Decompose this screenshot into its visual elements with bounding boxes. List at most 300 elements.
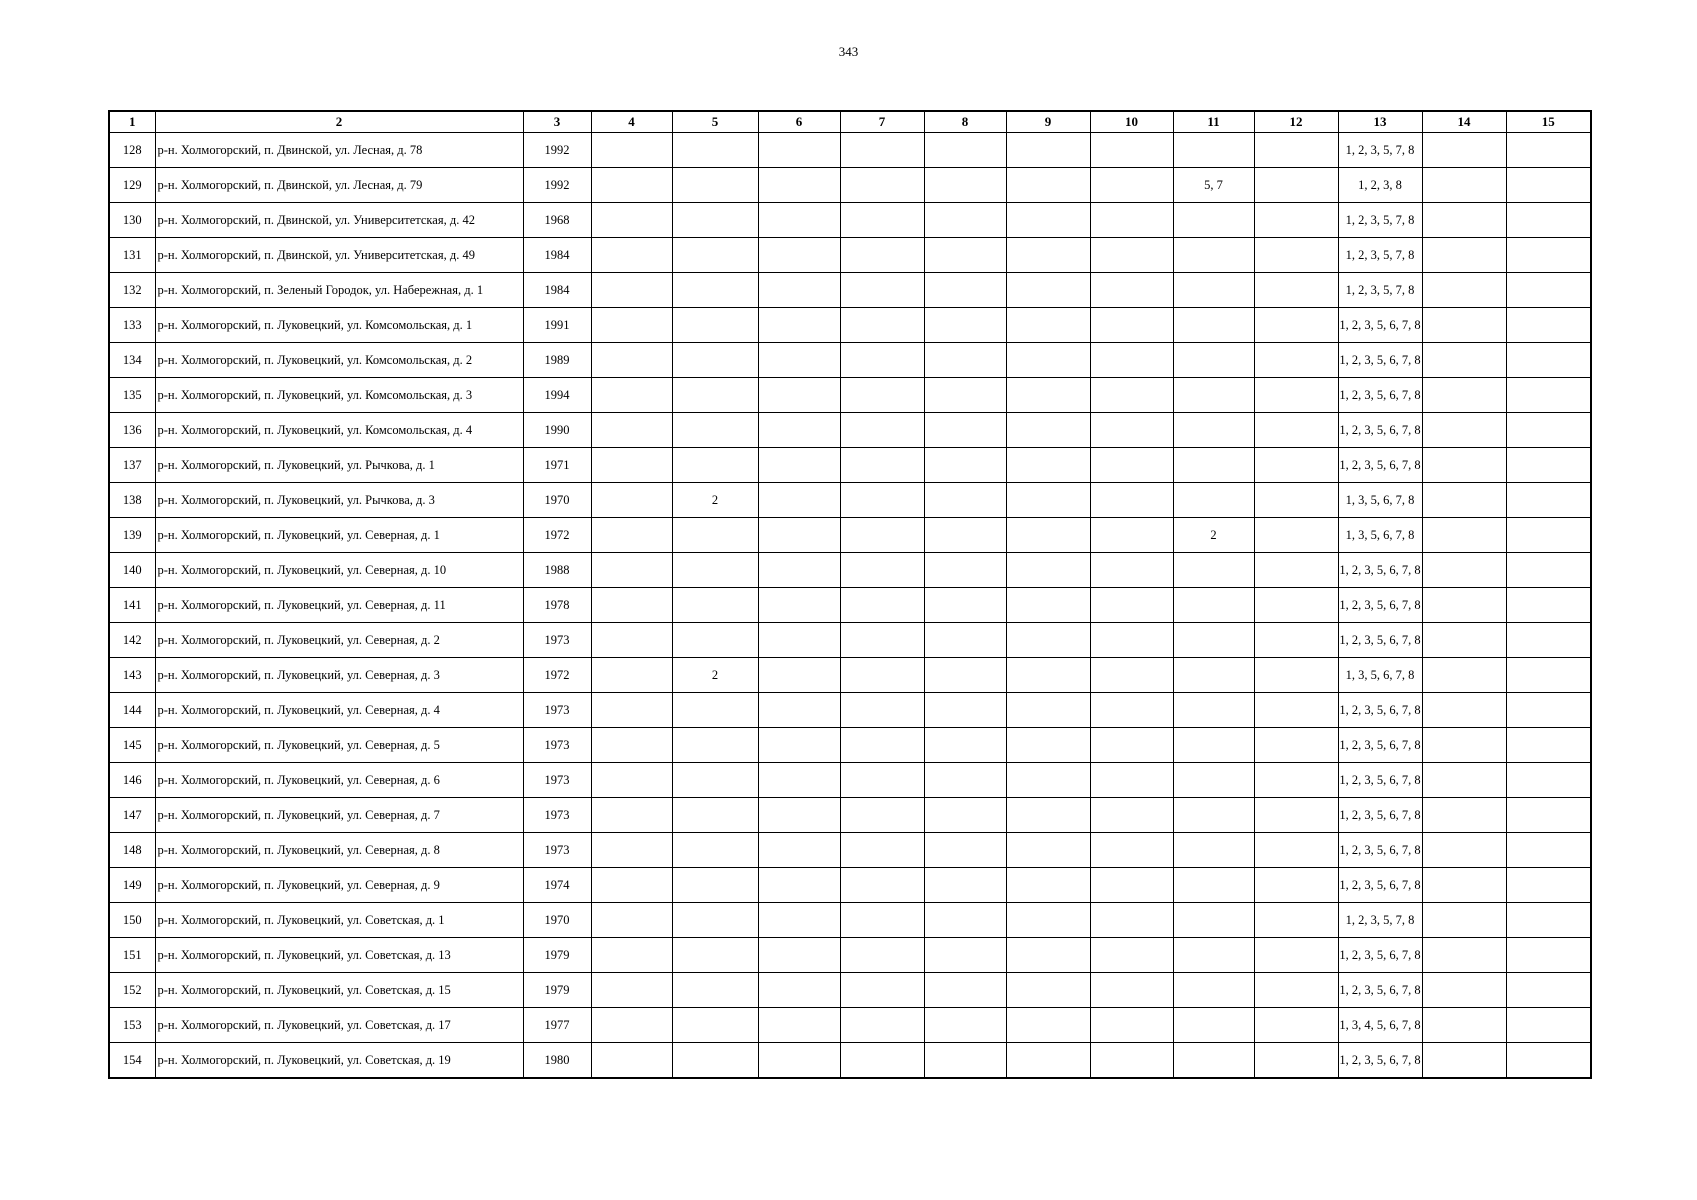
table-cell xyxy=(591,658,672,693)
table-cell xyxy=(840,308,924,343)
table-cell xyxy=(840,1008,924,1043)
table-cell xyxy=(591,763,672,798)
table-cell xyxy=(758,238,840,273)
table-cell xyxy=(1173,273,1254,308)
table-cell xyxy=(1506,938,1591,973)
row-number-cell: 139 xyxy=(109,518,155,553)
table-cell xyxy=(1173,448,1254,483)
row-number-cell: 144 xyxy=(109,693,155,728)
table-cell xyxy=(1090,868,1173,903)
table-cell xyxy=(924,238,1006,273)
table-cell xyxy=(1090,133,1173,168)
table-cell xyxy=(672,308,758,343)
table-cell xyxy=(1006,448,1090,483)
table-cell xyxy=(1422,763,1506,798)
table-cell: 1, 3, 5, 6, 7, 8 xyxy=(1338,483,1422,518)
table-cell xyxy=(1422,973,1506,1008)
table-cell xyxy=(1506,798,1591,833)
table-cell: 1, 2, 3, 5, 6, 7, 8 xyxy=(1338,728,1422,763)
table-cell xyxy=(1173,693,1254,728)
table-row xyxy=(109,378,1591,413)
address-cell: р-н. Холмогорский, п. Луковецкий, ул. Рычкова, д. 1 xyxy=(155,448,523,483)
column-header-11: 11 xyxy=(1173,111,1254,133)
table-cell: 1, 2, 3, 5, 6, 7, 8 xyxy=(1338,1043,1422,1079)
table-row xyxy=(109,693,1591,728)
table-cell: 1, 2, 3, 5, 7, 8 xyxy=(1338,273,1422,308)
row-number-cell: 129 xyxy=(109,168,155,203)
table-cell xyxy=(1173,483,1254,518)
address-cell: р-н. Холмогорский, п. Луковецкий, ул. Северная, д. 11 xyxy=(155,588,523,623)
table-cell xyxy=(758,798,840,833)
table-cell xyxy=(1506,308,1591,343)
table-cell xyxy=(1254,448,1338,483)
table-cell xyxy=(672,343,758,378)
table-cell xyxy=(840,133,924,168)
table-cell xyxy=(591,378,672,413)
table-cell xyxy=(1090,623,1173,658)
table-cell xyxy=(1254,973,1338,1008)
table-cell xyxy=(1173,413,1254,448)
table-cell xyxy=(591,728,672,763)
year-cell: 1988 xyxy=(523,553,591,588)
year-cell: 1973 xyxy=(523,798,591,833)
table-cell xyxy=(1006,833,1090,868)
table-cell xyxy=(840,868,924,903)
table-cell xyxy=(1254,728,1338,763)
table-cell xyxy=(1090,938,1173,973)
table-cell: 1, 3, 5, 6, 7, 8 xyxy=(1338,658,1422,693)
table-cell xyxy=(840,658,924,693)
address-cell: р-н. Холмогорский, п. Луковецкий, ул. Советская, д. 15 xyxy=(155,973,523,1008)
table-cell xyxy=(1173,658,1254,693)
table-cell xyxy=(758,868,840,903)
address-cell: р-н. Холмогорский, п. Двинской, ул. Лесная, д. 78 xyxy=(155,133,523,168)
table-cell xyxy=(591,833,672,868)
row-number-cell: 145 xyxy=(109,728,155,763)
table-cell xyxy=(1090,273,1173,308)
table-cell xyxy=(1422,903,1506,938)
table-cell xyxy=(1422,238,1506,273)
table-cell xyxy=(1006,973,1090,1008)
table-cell xyxy=(1090,588,1173,623)
table-cell xyxy=(924,658,1006,693)
table-cell xyxy=(1006,203,1090,238)
row-number-cell: 136 xyxy=(109,413,155,448)
table-cell xyxy=(591,553,672,588)
table-cell xyxy=(672,973,758,1008)
table-cell xyxy=(1422,658,1506,693)
table-cell: 2 xyxy=(1173,518,1254,553)
table-cell xyxy=(840,273,924,308)
table-cell xyxy=(1254,203,1338,238)
table-cell xyxy=(1506,693,1591,728)
table-cell xyxy=(1254,378,1338,413)
table-cell xyxy=(672,938,758,973)
table-cell xyxy=(1422,728,1506,763)
table-cell xyxy=(1506,238,1591,273)
row-number-cell: 138 xyxy=(109,483,155,518)
address-cell: р-н. Холмогорский, п. Луковецкий, ул. Комсомольская, д. 1 xyxy=(155,308,523,343)
row-number-cell: 146 xyxy=(109,763,155,798)
column-header-5: 5 xyxy=(672,111,758,133)
table-cell: 5, 7 xyxy=(1173,168,1254,203)
address-cell: р-н. Холмогорский, п. Луковецкий, ул. Советская, д. 17 xyxy=(155,1008,523,1043)
register-table xyxy=(108,110,1592,1079)
table-cell xyxy=(1173,763,1254,798)
table-cell xyxy=(840,553,924,588)
table-cell xyxy=(591,203,672,238)
table-cell: 1, 2, 3, 5, 7, 8 xyxy=(1338,133,1422,168)
table-cell xyxy=(672,1008,758,1043)
table-cell xyxy=(1254,763,1338,798)
row-number-cell: 149 xyxy=(109,868,155,903)
table-cell xyxy=(1090,168,1173,203)
year-cell: 1992 xyxy=(523,133,591,168)
year-cell: 1971 xyxy=(523,448,591,483)
table-cell xyxy=(924,833,1006,868)
table-cell xyxy=(758,273,840,308)
address-cell: р-н. Холмогорский, п. Луковецкий, ул. Северная, д. 3 xyxy=(155,658,523,693)
table-cell xyxy=(1006,168,1090,203)
table-cell xyxy=(1506,518,1591,553)
table-cell xyxy=(1173,833,1254,868)
table-cell xyxy=(1254,133,1338,168)
row-number-cell: 143 xyxy=(109,658,155,693)
table-cell xyxy=(1506,553,1591,588)
row-number-cell: 135 xyxy=(109,378,155,413)
year-cell: 1973 xyxy=(523,623,591,658)
table-cell xyxy=(1422,553,1506,588)
address-cell: р-н. Холмогорский, п. Луковецкий, ул. Северная, д. 1 xyxy=(155,518,523,553)
table-row xyxy=(109,413,1591,448)
table-cell xyxy=(591,448,672,483)
row-number-cell: 130 xyxy=(109,203,155,238)
table-cell: 1, 2, 3, 5, 6, 7, 8 xyxy=(1338,378,1422,413)
column-header-2: 2 xyxy=(155,111,523,133)
table-cell xyxy=(1506,658,1591,693)
table-cell xyxy=(672,273,758,308)
table-row xyxy=(109,658,1591,693)
table-cell xyxy=(758,658,840,693)
table-cell xyxy=(1006,1043,1090,1079)
year-cell: 1973 xyxy=(523,693,591,728)
table-cell xyxy=(840,903,924,938)
year-cell: 1989 xyxy=(523,343,591,378)
table-cell xyxy=(1254,483,1338,518)
table-cell xyxy=(672,413,758,448)
table-cell xyxy=(924,938,1006,973)
table-cell xyxy=(1422,203,1506,238)
table-row xyxy=(109,553,1591,588)
table-cell: 1, 2, 3, 5, 6, 7, 8 xyxy=(1338,588,1422,623)
table-cell xyxy=(840,693,924,728)
table-cell xyxy=(1422,168,1506,203)
table-cell xyxy=(1173,588,1254,623)
table-cell xyxy=(1506,413,1591,448)
table-cell xyxy=(1090,308,1173,343)
table-cell xyxy=(1422,938,1506,973)
row-number-cell: 147 xyxy=(109,798,155,833)
table-cell xyxy=(1506,623,1591,658)
table-cell xyxy=(1006,273,1090,308)
table-body xyxy=(109,133,1591,1079)
address-cell: р-н. Холмогорский, п. Луковецкий, ул. Северная, д. 9 xyxy=(155,868,523,903)
table-cell xyxy=(924,763,1006,798)
column-header-1: 1 xyxy=(109,111,155,133)
table-cell xyxy=(1254,518,1338,553)
table-row xyxy=(109,133,1591,168)
year-cell: 1984 xyxy=(523,238,591,273)
table-cell xyxy=(840,1043,924,1079)
table-cell xyxy=(924,273,1006,308)
address-cell: р-н. Холмогорский, п. Луковецкий, ул. Советская, д. 13 xyxy=(155,938,523,973)
table-cell xyxy=(1422,518,1506,553)
table-row xyxy=(109,238,1591,273)
table-cell xyxy=(924,1043,1006,1079)
table-cell xyxy=(591,1008,672,1043)
table-cell xyxy=(1090,1008,1173,1043)
table-cell xyxy=(1173,1008,1254,1043)
table-cell xyxy=(1506,133,1591,168)
table-cell xyxy=(1006,588,1090,623)
table-cell xyxy=(1090,728,1173,763)
year-cell: 1978 xyxy=(523,588,591,623)
year-cell: 1994 xyxy=(523,378,591,413)
table-cell: 2 xyxy=(672,483,758,518)
table-cell xyxy=(1254,273,1338,308)
address-cell: р-н. Холмогорский, п. Луковецкий, ул. Комсомольская, д. 4 xyxy=(155,413,523,448)
address-cell: р-н. Холмогорский, п. Луковецкий, ул. Северная, д. 7 xyxy=(155,798,523,833)
table-cell xyxy=(1006,798,1090,833)
table-cell xyxy=(1506,273,1591,308)
table-cell xyxy=(1506,833,1591,868)
table-cell xyxy=(758,1008,840,1043)
table-cell xyxy=(1006,1008,1090,1043)
table-cell xyxy=(1506,203,1591,238)
row-number-cell: 137 xyxy=(109,448,155,483)
table-row xyxy=(109,308,1591,343)
row-number-cell: 132 xyxy=(109,273,155,308)
year-cell: 1991 xyxy=(523,308,591,343)
table-cell xyxy=(1006,553,1090,588)
table-cell xyxy=(1173,133,1254,168)
table-cell: 1, 2, 3, 5, 6, 7, 8 xyxy=(1338,448,1422,483)
table-cell: 1, 2, 3, 5, 6, 7, 8 xyxy=(1338,763,1422,798)
address-cell: р-н. Холмогорский, п. Двинской, ул. Университетская, д. 42 xyxy=(155,203,523,238)
table-row xyxy=(109,833,1591,868)
year-cell: 1972 xyxy=(523,518,591,553)
table-cell xyxy=(672,693,758,728)
table-cell xyxy=(758,938,840,973)
table-cell xyxy=(758,1043,840,1079)
table-cell xyxy=(1506,588,1591,623)
table-cell xyxy=(924,448,1006,483)
table-cell xyxy=(924,518,1006,553)
table-cell xyxy=(758,623,840,658)
table-cell xyxy=(672,168,758,203)
address-cell: р-н. Холмогорский, п. Луковецкий, ул. Советская, д. 1 xyxy=(155,903,523,938)
table-cell xyxy=(758,518,840,553)
table-cell xyxy=(1090,833,1173,868)
table-cell xyxy=(1090,903,1173,938)
address-cell: р-н. Холмогорский, п. Луковецкий, ул. Северная, д. 4 xyxy=(155,693,523,728)
table-cell xyxy=(1254,1008,1338,1043)
table-cell: 1, 2, 3, 5, 6, 7, 8 xyxy=(1338,308,1422,343)
table-cell xyxy=(840,343,924,378)
address-cell: р-н. Холмогорский, п. Луковецкий, ул. Северная, д. 5 xyxy=(155,728,523,763)
table-row xyxy=(109,728,1591,763)
table-cell: 1, 2, 3, 5, 7, 8 xyxy=(1338,238,1422,273)
table-cell xyxy=(1422,273,1506,308)
table-cell xyxy=(924,483,1006,518)
table-cell xyxy=(672,903,758,938)
table-cell xyxy=(840,623,924,658)
table-cell xyxy=(1422,343,1506,378)
table-cell xyxy=(1422,868,1506,903)
table-cell xyxy=(758,588,840,623)
table-cell xyxy=(1254,938,1338,973)
table-cell xyxy=(758,133,840,168)
table-cell xyxy=(1090,518,1173,553)
table-cell xyxy=(1422,1008,1506,1043)
table-cell xyxy=(1090,378,1173,413)
column-header-3: 3 xyxy=(523,111,591,133)
table-cell xyxy=(672,763,758,798)
table-cell xyxy=(1254,833,1338,868)
table-cell: 1, 2, 3, 5, 6, 7, 8 xyxy=(1338,868,1422,903)
row-number-cell: 141 xyxy=(109,588,155,623)
table-row xyxy=(109,623,1591,658)
table-row xyxy=(109,938,1591,973)
table-cell xyxy=(1090,658,1173,693)
column-header-12: 12 xyxy=(1254,111,1338,133)
table-cell xyxy=(924,133,1006,168)
table-cell xyxy=(840,483,924,518)
table-cell xyxy=(758,343,840,378)
table-cell xyxy=(1173,308,1254,343)
column-header-10: 10 xyxy=(1090,111,1173,133)
year-cell: 1972 xyxy=(523,658,591,693)
column-header-8: 8 xyxy=(924,111,1006,133)
table-cell xyxy=(1254,1043,1338,1079)
table-cell xyxy=(1254,168,1338,203)
table-cell xyxy=(1254,553,1338,588)
table-cell xyxy=(1090,448,1173,483)
table-cell xyxy=(1422,693,1506,728)
table-row xyxy=(109,798,1591,833)
table-cell xyxy=(758,903,840,938)
table-cell xyxy=(1173,938,1254,973)
table-cell xyxy=(840,973,924,1008)
row-number-cell: 150 xyxy=(109,903,155,938)
table-cell xyxy=(1006,868,1090,903)
row-number-cell: 142 xyxy=(109,623,155,658)
table-row xyxy=(109,343,1591,378)
table-cell xyxy=(672,728,758,763)
table-cell xyxy=(1173,343,1254,378)
column-header-7: 7 xyxy=(840,111,924,133)
table-cell xyxy=(758,168,840,203)
table-cell xyxy=(924,693,1006,728)
table-cell xyxy=(758,483,840,518)
table-row xyxy=(109,1043,1591,1079)
table-cell xyxy=(924,168,1006,203)
table-cell: 1, 2, 3, 8 xyxy=(1338,168,1422,203)
table-cell xyxy=(1173,553,1254,588)
table-cell xyxy=(591,588,672,623)
table-cell xyxy=(924,798,1006,833)
year-cell: 1979 xyxy=(523,938,591,973)
table-cell xyxy=(924,378,1006,413)
table-cell xyxy=(1173,973,1254,1008)
table-cell xyxy=(1254,868,1338,903)
table-cell xyxy=(672,798,758,833)
table-cell xyxy=(924,728,1006,763)
table-cell xyxy=(672,553,758,588)
table-cell xyxy=(1173,1043,1254,1079)
header-row xyxy=(109,111,1591,133)
table-cell xyxy=(591,273,672,308)
table-cell: 1, 2, 3, 5, 7, 8 xyxy=(1338,903,1422,938)
address-cell: р-н. Холмогорский, п. Зеленый Городок, ул. Набережная, д. 1 xyxy=(155,273,523,308)
table-cell xyxy=(1090,238,1173,273)
table-cell xyxy=(591,483,672,518)
table-cell: 1, 2, 3, 5, 6, 7, 8 xyxy=(1338,938,1422,973)
table-cell xyxy=(924,1008,1006,1043)
table-cell xyxy=(758,728,840,763)
table-cell xyxy=(1173,728,1254,763)
table-cell xyxy=(1090,413,1173,448)
table-cell xyxy=(672,133,758,168)
year-cell: 1973 xyxy=(523,833,591,868)
address-cell: р-н. Холмогорский, п. Двинской, ул. Лесная, д. 79 xyxy=(155,168,523,203)
address-cell: р-н. Холмогорский, п. Луковецкий, ул. Северная, д. 8 xyxy=(155,833,523,868)
table-cell xyxy=(1006,483,1090,518)
table-cell xyxy=(840,203,924,238)
table-cell xyxy=(1090,798,1173,833)
address-cell: р-н. Холмогорский, п. Луковецкий, ул. Комсомольская, д. 3 xyxy=(155,378,523,413)
table-cell xyxy=(1422,588,1506,623)
address-cell: р-н. Холмогорский, п. Луковецкий, ул. Северная, д. 2 xyxy=(155,623,523,658)
table-cell xyxy=(1254,903,1338,938)
table-cell xyxy=(1422,413,1506,448)
table-cell xyxy=(840,448,924,483)
table-cell xyxy=(1422,833,1506,868)
column-header-4: 4 xyxy=(591,111,672,133)
year-cell: 1974 xyxy=(523,868,591,903)
table-cell xyxy=(672,868,758,903)
table-cell: 1, 2, 3, 5, 6, 7, 8 xyxy=(1338,413,1422,448)
table-cell xyxy=(1254,588,1338,623)
table-row xyxy=(109,203,1591,238)
year-cell: 1970 xyxy=(523,903,591,938)
table-cell: 1, 3, 4, 5, 6, 7, 8 xyxy=(1338,1008,1422,1043)
table-cell xyxy=(758,693,840,728)
table-cell xyxy=(1006,413,1090,448)
table-row xyxy=(109,168,1591,203)
table-cell xyxy=(672,623,758,658)
row-number-cell: 131 xyxy=(109,238,155,273)
table-cell xyxy=(1254,658,1338,693)
column-header-14: 14 xyxy=(1422,111,1506,133)
table-cell xyxy=(924,868,1006,903)
table-cell xyxy=(591,903,672,938)
table-cell: 1, 2, 3, 5, 6, 7, 8 xyxy=(1338,623,1422,658)
table-cell xyxy=(924,308,1006,343)
table-cell xyxy=(1422,623,1506,658)
row-number-cell: 148 xyxy=(109,833,155,868)
year-cell: 1973 xyxy=(523,728,591,763)
